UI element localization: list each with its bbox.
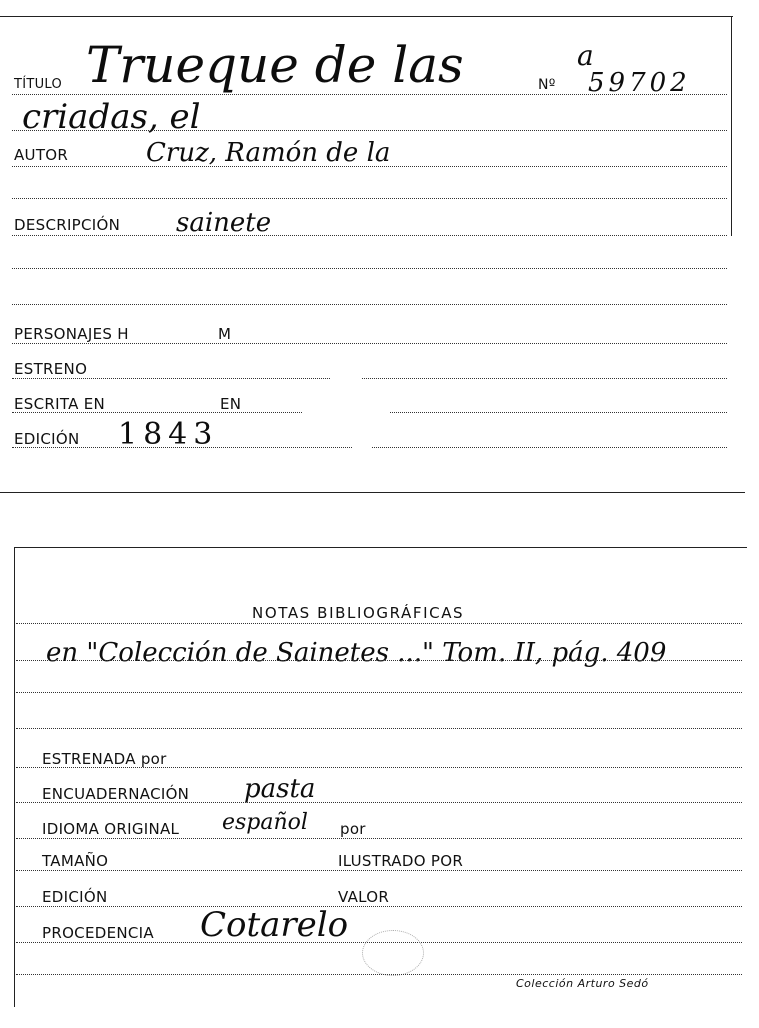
idioma-value: español [222,810,308,835]
idioma-label: IDIOMA ORIGINAL [42,820,180,838]
encuadernacion-value: pasta [244,774,316,804]
numero-value: 59702 [588,68,691,98]
estrenada-line [16,767,742,768]
autor-label: AUTOR [14,146,69,164]
escrita-label: ESCRITA EN [14,395,106,413]
edicion-valor-line [16,906,742,907]
notas-heading-line [16,623,742,624]
titulo-value-continued: criadas, el [22,97,201,137]
personajes-m-label: M [218,325,232,343]
escrita-line [12,412,302,413]
tamano-line [16,870,742,871]
paper-smudge [362,930,424,976]
top-card-border-right [731,16,732,236]
numero-superscript: a [577,39,594,72]
estreno-line-right [362,378,727,379]
bottom-edicion-label: EDICIÓN [42,888,108,906]
procedencia-value: Cotarelo [200,905,349,945]
tamano-label: TAMAÑO [42,852,109,870]
titulo-line [12,94,727,95]
descripcion-extra-line-2 [12,304,727,305]
numero-label: Nº [538,77,556,93]
idioma-line [16,838,742,839]
escrita-line-right [390,412,727,413]
edicion-label: EDICIÓN [14,430,80,448]
nota-line-1: en "Colección de Sainetes ..." Tom. II, pág. 409 [46,638,667,668]
estreno-label: ESTRENO [14,360,88,378]
nota-line-2-rule [16,692,742,693]
descripcion-label: DESCRIPCIÓN [14,216,121,234]
nota-line-1-rule [16,660,742,661]
nota-line-3-rule [16,728,742,729]
titulo-continuation-line [12,130,727,131]
collection-credit: Colección Arturo Sedó [516,977,649,990]
encuadernacion-label: ENCUADERNACIÓN [42,785,190,803]
escrita-en-label: EN [220,395,242,413]
autor-line [12,166,727,167]
estrenada-label: ESTRENADA por [42,750,167,768]
top-card-border-bottom [0,492,745,493]
procedencia-label: PROCEDENCIA [42,924,154,942]
encuadernacion-line [16,802,742,803]
top-card-border-top [0,16,733,17]
titulo-value: Trueque de las [86,36,464,94]
autor-value: Cruz, Ramón de la [146,138,391,168]
edicion-value: 1843 [118,417,219,452]
autor-extra-line [12,198,727,199]
notas-heading: NOTAS BIBLIOGRÁFICAS [252,604,465,622]
descripcion-extra-line-1 [12,268,727,269]
estreno-line [12,378,330,379]
descripcion-value: sainete [176,208,272,238]
final-line [16,974,742,975]
idioma-por-label: por [340,820,366,838]
bottom-card-border-left [14,547,15,1007]
bottom-card-border-top [14,547,747,548]
personajes-label: PERSONAJES H [14,325,129,343]
titulo-label: TÍTULO [14,77,63,92]
valor-label: VALOR [338,888,390,906]
edicion-line [12,447,352,448]
descripcion-line [12,235,727,236]
edicion-line-right [372,447,727,448]
ilustrado-label: ILUSTRADO POR [338,852,464,870]
personajes-line [12,343,727,344]
